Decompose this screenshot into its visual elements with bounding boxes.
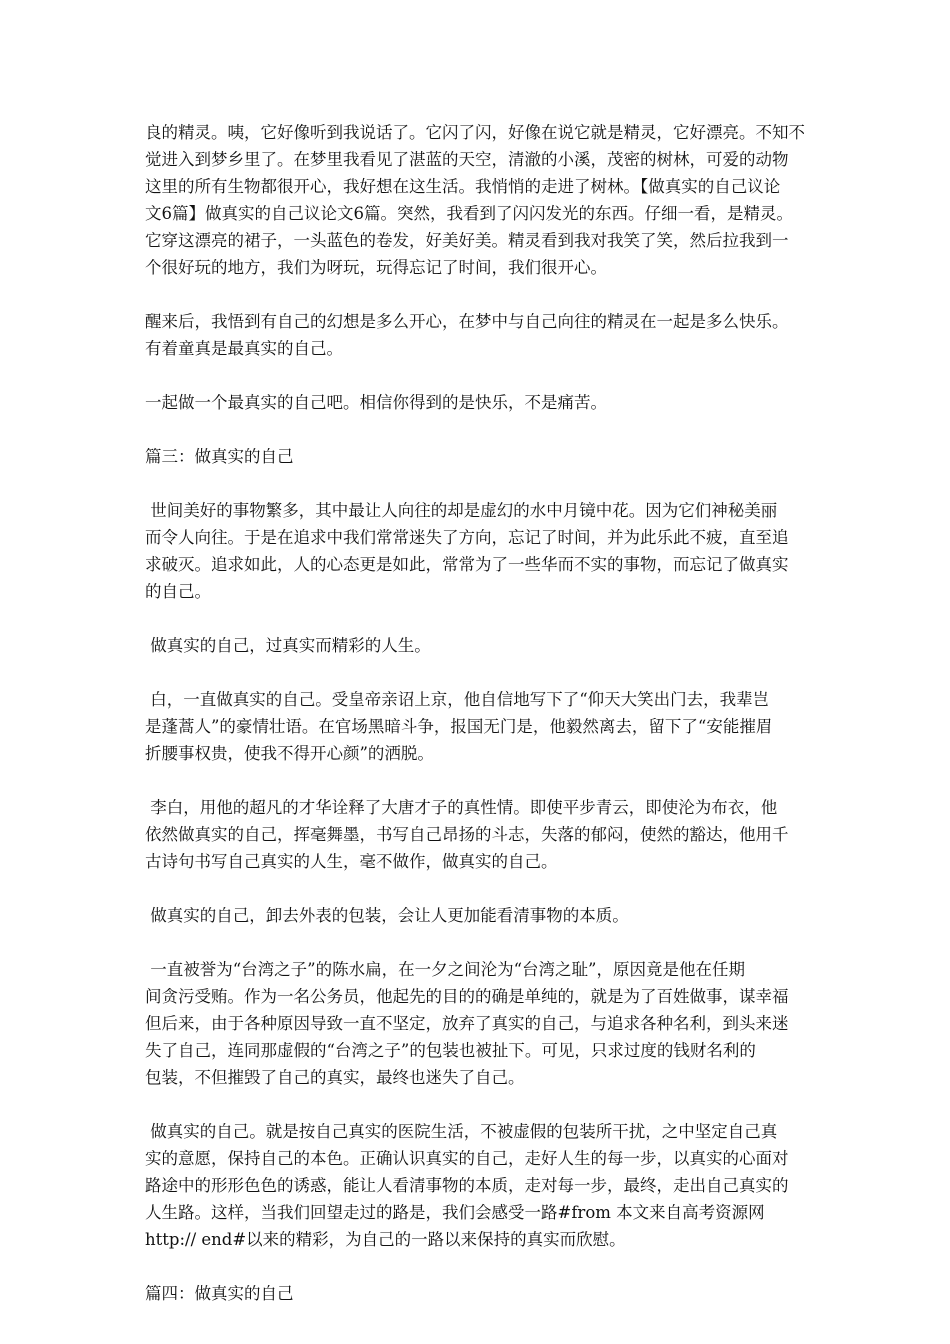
text-line: http:// end#以来的精彩，为自己的一路以来保持的真实而欣慰。 — [145, 1230, 626, 1249]
text-line: 做真实的自己。就是按自己真实的医院生活，不被虚假的包装所干扰，之中坚定自己真 — [145, 1122, 778, 1141]
paragraph — [145, 308, 820, 362]
text-line: 但后来，由于各种原因导致一直不坚定，放弃了真实的自己，与追求各种名利，到头来迷 — [145, 1014, 789, 1033]
text-line: 折腰事权贵，使我不得开心颜”的洒脱。 — [145, 744, 434, 763]
text-line: 世间美好的事物繁多，其中最让人向往的却是虚幻的水中月镜中花。因为它们神秘美丽 — [145, 501, 778, 520]
paragraph — [145, 902, 820, 929]
paragraph — [145, 389, 820, 416]
text-line: 而令人向往。于是在追求中我们常常迷失了方向，忘记了时间，并为此乐此不疲，直至追 — [145, 528, 789, 547]
text-line: 古诗句书写自己真实的人生，毫不做作，做真实的自己。 — [145, 852, 558, 871]
text-line: 包装，不但摧毁了自己的真实，最终也迷失了自己。 — [145, 1068, 525, 1087]
document-body — [145, 119, 820, 1307]
paragraph — [145, 956, 820, 1091]
text-line: 是蓬蒿人”的豪情壮语。在官场黑暗斗争，报国无门是，他毅然离去，留下了“安能摧眉 — [145, 717, 773, 736]
text-line: 觉进入到梦乡里了。在梦里我看见了湛蓝的天空，清澈的小溪，茂密的树林，可爱的动物 — [145, 150, 789, 169]
text-line: 醒来后，我悟到有自己的幻想是多么开心，在梦中与自己向往的精灵在一起是多么快乐。 — [145, 312, 789, 331]
paragraph — [145, 497, 820, 605]
text-line: 它穿这漂亮的裙子，一头蓝色的卷发，好美好美。精灵看到我对我笑了笑，然后拉我到一 — [145, 231, 789, 250]
text-line: 一起做一个最真实的自己吧。相信你得到的是快乐，不是痛苦。 — [145, 393, 607, 412]
text-line: 做真实的自己，卸去外表的包装，会让人更加能看清事物的本质。 — [145, 906, 629, 925]
text-line: 依然做真实的自己，挥毫舞墨，书写自己昂扬的斗志，失落的郁闷，使然的豁达，他用千 — [145, 825, 789, 844]
text-line: 这里的所有生物都很开心，我好想在这生活。我悄悄的走进了树林。【做真实的自己议论 — [145, 177, 781, 196]
section-heading — [145, 443, 820, 470]
paragraph — [145, 794, 820, 875]
text-line: 的自己。 — [145, 582, 211, 601]
text-line: 李白，用他的超凡的才华诠释了大唐才子的真性情。即使平步青云，即使沦为布衣，他 — [145, 798, 778, 817]
paragraph — [145, 119, 820, 281]
text-line: 一直被誉为“台湾之子”的陈水扁，在一夕之间沦为“台湾之耻”，原因竟是他在任期 — [145, 960, 745, 979]
text-line: 路途中的形形色色的诱惑，能让人看清事物的本质，走对每一步，最终，走出自己真实的 — [145, 1176, 789, 1195]
text-line: 人生路。这样，当我们回望走过的路是，我们会感受一路#from 本文来自高考资源网 — [145, 1203, 765, 1222]
text-line: 个很好玩的地方，我们为呀玩，玩得忘记了时间，我们很开心。 — [145, 258, 607, 277]
paragraph — [145, 1118, 820, 1253]
text-line: 篇三：做真实的自己 — [145, 447, 294, 466]
text-line: 实的意愿，保持自己的本色。正确认识真实的自己，走好人生的每一步，以真实的心面对 — [145, 1149, 789, 1168]
text-line: 失了自己，连同那虚假的“台湾之子”的包装也被扯下。可见，只求过度的钱财名利的 — [145, 1041, 756, 1060]
text-line: 有着童真是最真实的自己。 — [145, 339, 343, 358]
text-line: 求破灭。追求如此，人的心态更是如此，常常为了一些华而不实的事物，而忘记了做真实 — [145, 555, 789, 574]
text-line: 文6篇】做真实的自己议论文6篇。突然，我看到了闪闪发光的东西。仔细一看，是精灵。 — [145, 204, 793, 223]
text-line: 篇四：做真实的自己 — [145, 1284, 294, 1303]
text-line: 间贪污受贿。作为一名公务员，他起先的目的的确是单纯的，就是为了百姓做事，谋幸福 — [145, 987, 789, 1006]
paragraph — [145, 686, 820, 767]
document-page — [145, 119, 820, 1334]
paragraph — [145, 632, 820, 659]
section-heading — [145, 1280, 820, 1307]
text-line: 良的精灵。咦，它好像听到我说话了。它闪了闪，好像在说它就是精灵，它好漂亮。不知不 — [145, 123, 805, 142]
text-line: 做真实的自己，过真实而精彩的人生。 — [145, 636, 431, 655]
text-line: 白，一直做真实的自己。受皇帝亲诏上京，他自信地写下了“仰天大笑出门去，我辈岂 — [145, 690, 770, 709]
